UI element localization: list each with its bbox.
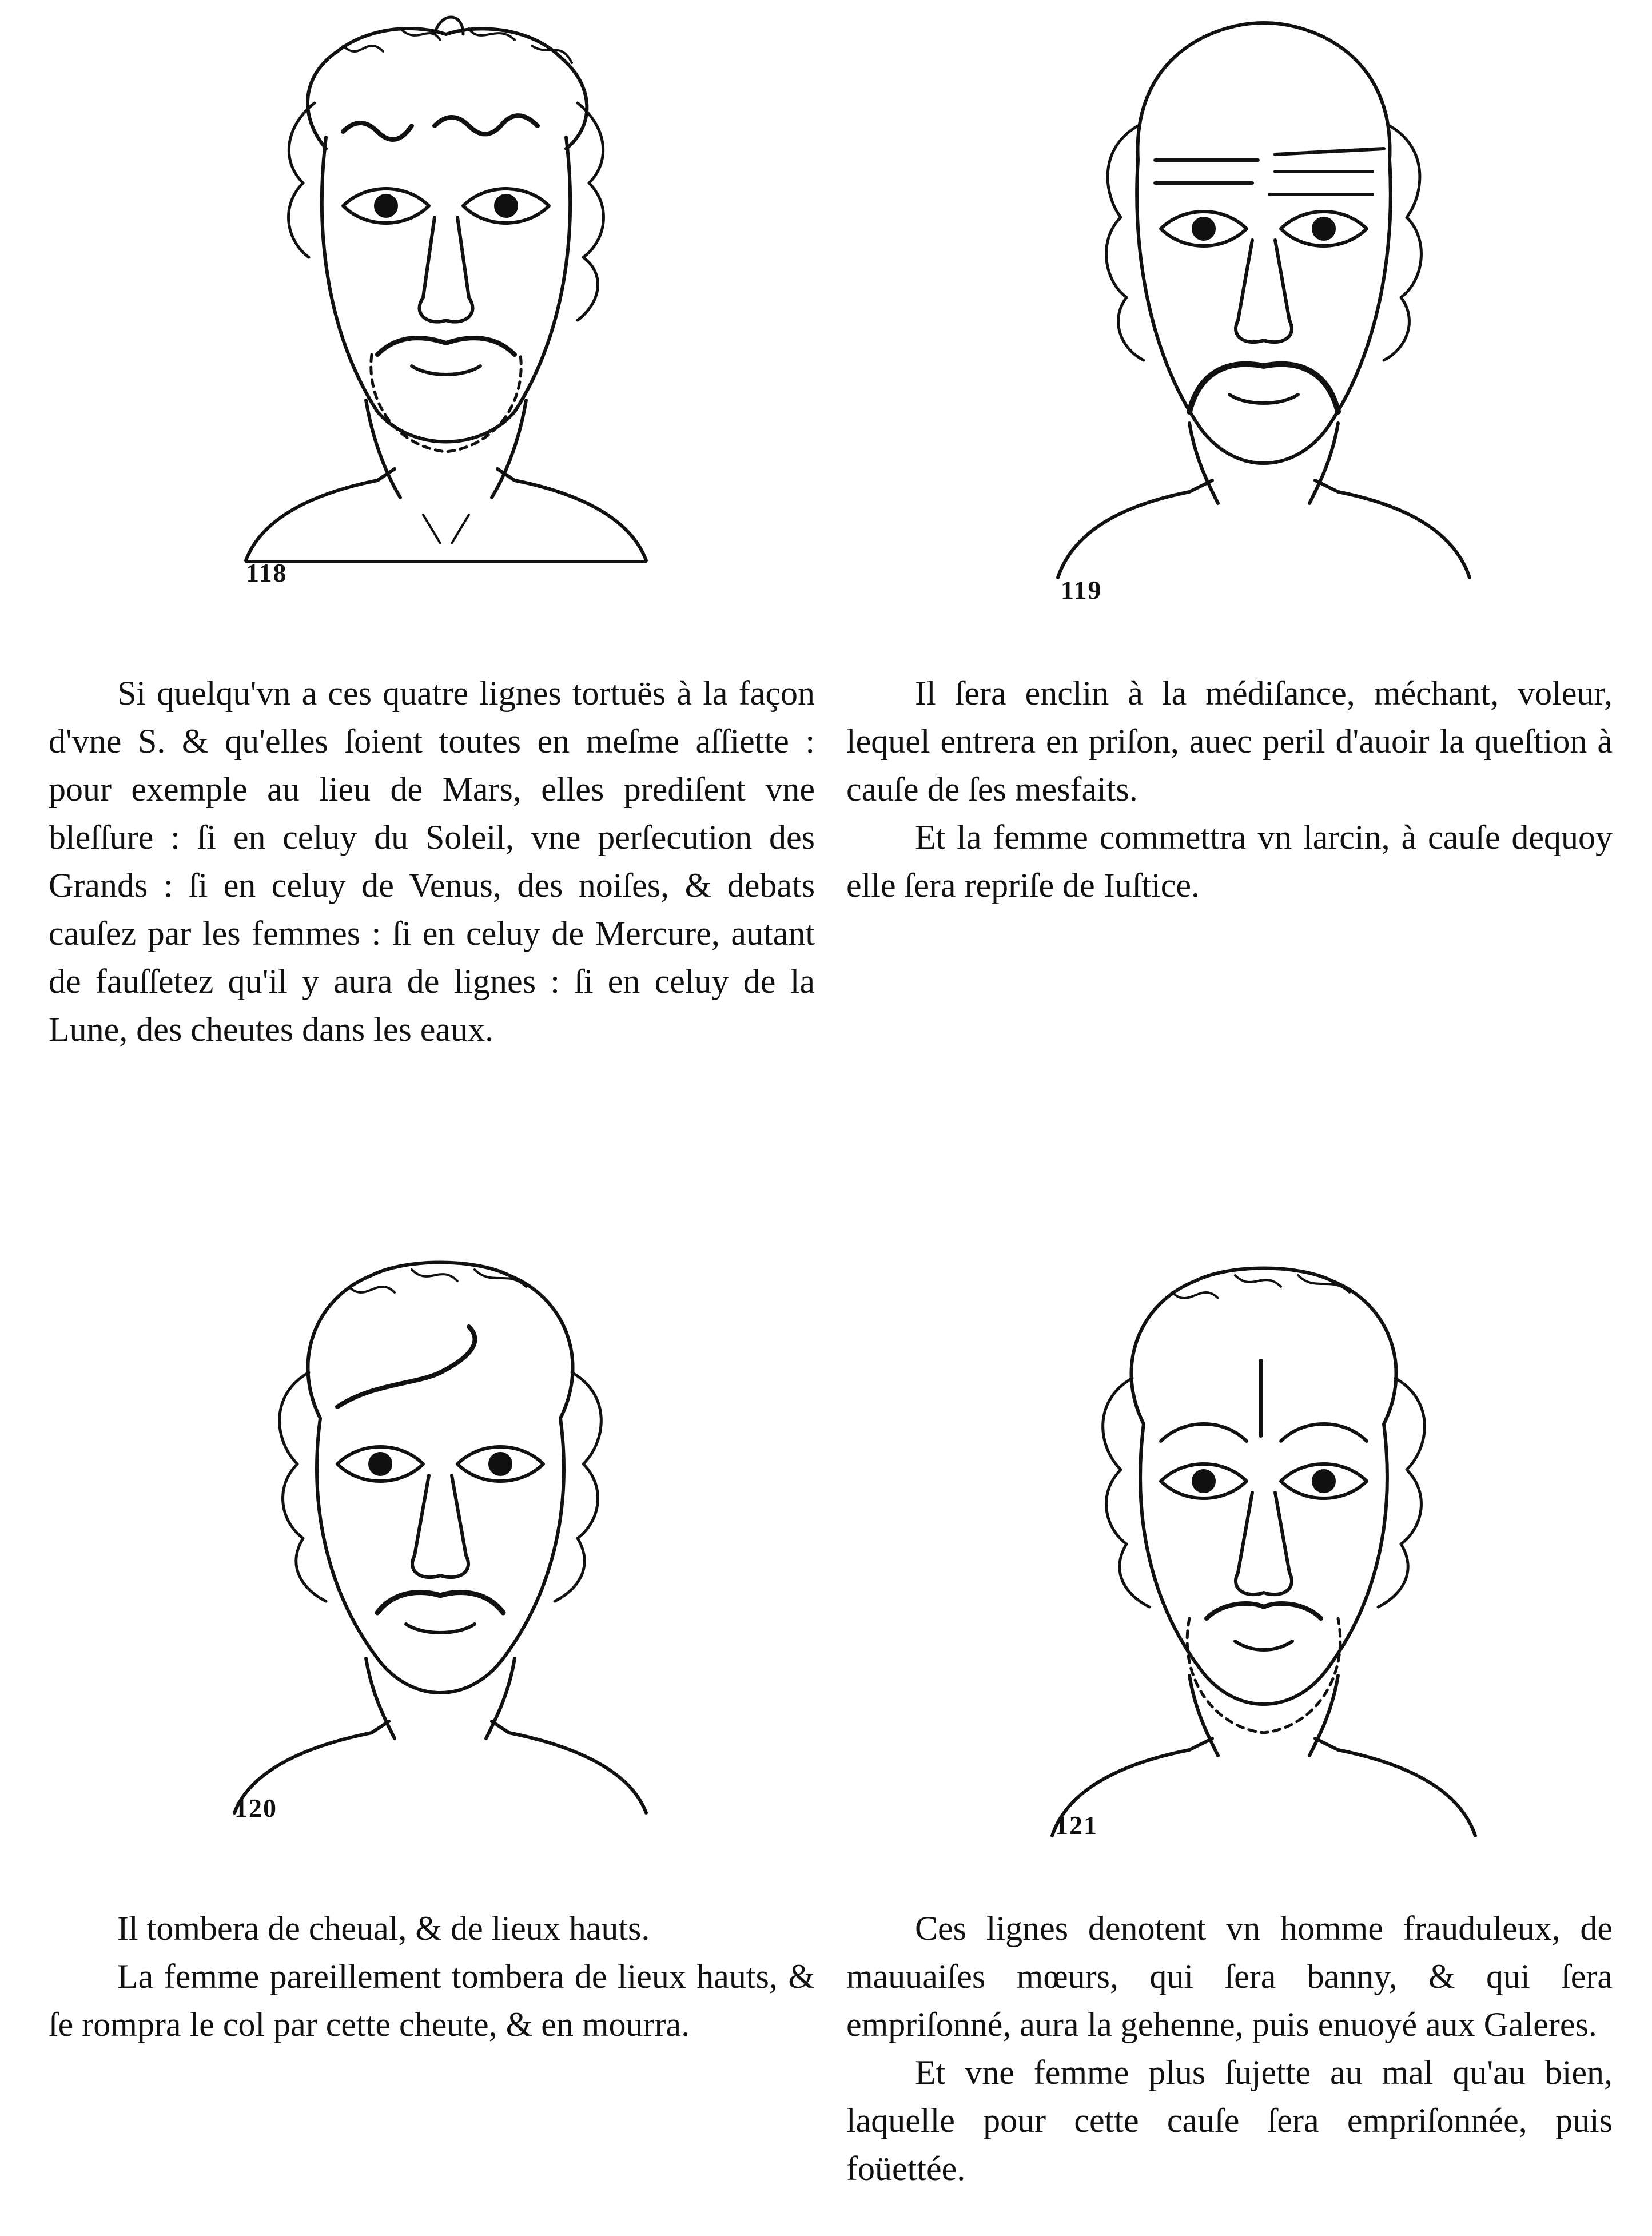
caption-paragraph: Il tombera de cheual, & de lieux hauts.	[117, 1909, 650, 1947]
caption-paragraph: Ces lignes denotent vn homme frauduleux, de mauuaiſes mœurs, qui ſera banny, & qui ſera empriſonné, aura la gehenne, puis enuoyé aux Galeres.	[846, 1909, 1613, 2043]
figure-120-illustration	[223, 1247, 658, 1841]
caption-paragraph: La femme pareillement tombera de lieux hauts, & ſe rompra le col par cette cheute, & en mourra.	[49, 1958, 815, 2043]
figure-121-illustration	[1041, 1252, 1487, 1859]
figure-number: 120	[234, 1793, 277, 1823]
figure-119-illustration	[1046, 11, 1481, 612]
figure-118-caption	[49, 669, 815, 1053]
figure-118-illustration	[229, 11, 663, 600]
figure-number: 118	[246, 558, 288, 587]
figure-number: 119	[1061, 575, 1102, 604]
figure-121-caption	[846, 1904, 1613, 2193]
caption-paragraph: Si quelqu'vn a ces quatre lignes tortuës à la façon d'vne S. & qu'elles ſoient toutes en meſme aſſiette : pour exemple au lieu de Mars, elles prediſent vne bleſſure : ſi en celuy du Soleil, vne perſecution des Grands : ſi en celuy de Venus, des noiſes, & debats cauſez par les femmes : ſi en celuy de Mercure, autant de fauſſetez qu'il y aura de lignes : ſi en celuy de la Lune, des cheutes dans les eaux.	[49, 674, 815, 1048]
caption-paragraph: Et la femme commettra vn larcin, à cauſe dequoy elle ſera repriſe de Iuſtice.	[846, 818, 1613, 904]
caption-paragraph: Et vne femme plus ſujette au mal qu'au bien, laquelle pour cette cauſe ſera empriſonnée, puis foüettée.	[846, 2054, 1613, 2187]
figure-120-caption	[49, 1904, 815, 2048]
figure-119-caption	[846, 669, 1613, 909]
figure-number: 121	[1055, 1811, 1098, 1840]
caption-paragraph: Il ſera enclin à la médiſance, méchant, voleur, lequel entrera en priſon, auec peril d'auoir la queſtion à cauſe de ſes mesfaits.	[846, 674, 1613, 808]
